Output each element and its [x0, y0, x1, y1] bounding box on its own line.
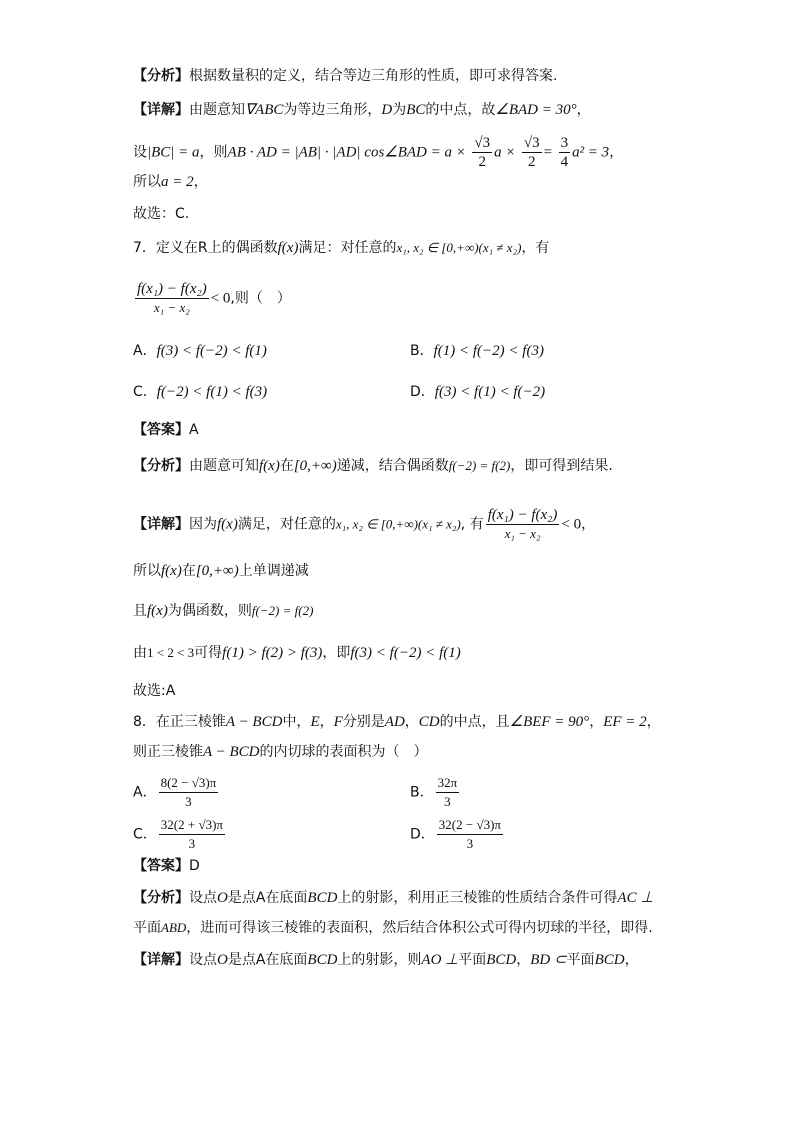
q8-option-a: A． $\frac{8(2 - √3)\pi}{3}$: [133, 775, 217, 809]
q8-option-d: D． $\frac{32(2 - √3)\pi}{3}$: [410, 817, 501, 851]
q7-detail-quotient: $\frac{\text{f(x₁) − f(x₂)}}{\text{x₁ − x₂}}$: [487, 507, 558, 541]
a-equals-2: a = 2: [161, 174, 194, 190]
detail-tag: 【详解】: [133, 102, 189, 118]
q7-stem-line1: 7．定义在R上的偶函数f(x)满足：对任意的x₁, x₂ ∈ [0,+∞)(x₁ ≠ x₂)，有: [133, 240, 550, 256]
q8-detail-line1: 【详解】设点O是点A在底面BCD上的射影，则AO ⊥平面BCD，BD ⊂平面BCD，: [133, 952, 639, 968]
analysis-tag: 【分析】: [133, 68, 189, 84]
q7-option-c: C．f(−2) < f(1) < f(3): [133, 384, 268, 400]
q8-answer: D: [189, 858, 200, 874]
q7-option-d: D．f(3) < f(1) < f(−2): [410, 384, 546, 400]
analysis-line-prev: [133, 66, 557, 86]
detail-text-f: ，: [576, 102, 591, 118]
q8-option-c: C． $\frac{32(2 + √3)\pi}{3}$: [133, 817, 223, 851]
bc-magnitude: |BC| = a: [147, 144, 200, 161]
choose-text: 故选：C.: [133, 206, 190, 222]
let-text: 设: [133, 144, 147, 161]
times-a: a ×: [494, 144, 516, 161]
so-a-line: 所以a = 2，: [133, 174, 208, 190]
q7-fx: f(x): [277, 240, 299, 256]
q8-analysis-line1: 【分析】设点O是点A在底面BCD上的射影，利用正三棱锥的性质结合条件可得AC ⊥: [133, 890, 654, 906]
a-squared-result: a² = 3: [572, 144, 610, 161]
q7-detail-line3: 且f(x)为偶函数，则f(−2) = f(2): [133, 603, 314, 619]
q8-answer-line: 【答案】D: [133, 858, 200, 874]
q7-detail-line2: 所以f(x)在[0,+∞)上单调递减: [133, 563, 309, 579]
then-text: ，则: [199, 144, 228, 161]
so-text: 所以: [133, 174, 161, 190]
q7-option-b: B．f(1) < f(−2) < f(3): [410, 343, 544, 359]
detail-text-a: 由题意知: [189, 102, 245, 118]
q8-option-b: B． $\frac{32\pi}{3}$: [410, 775, 458, 809]
q7-detail-line1: 【详解】因为f(x)满足，对任意的x₁, x₂ ∈ [0,+∞)(x₁ ≠ x₂), 有 $\frac{\text{f(x₁) − f(x₂)}}{\text{x₁ − x₂}}$ < 0，: [133, 507, 596, 541]
angle-bad: ∠BAD = 30°: [495, 102, 577, 118]
dot-product-expr: AB · AD = |AB| · |AD| cos∠BAD = a ×: [227, 144, 466, 161]
q7-difference-quotient: $\frac{\text{f(x₁) − f(x₂)}}{\text{x₁ − x₂}}$: [137, 281, 207, 315]
detail-text-c: 为: [392, 102, 407, 118]
q7-detail-line4: 由1 < 2 < 3可得f(1) > f(2) > f(3)，即f(3) < f(−2) < f(1): [133, 645, 461, 661]
choose-c-line: [133, 204, 189, 224]
q8-analysis-line2: 平面ABD，进而可得该三棱锥的表面积，然后结合体积公式可得内切球的半径，即得.: [133, 920, 653, 936]
q7-analysis-line: 【分析】由题意可知f(x)在[0,+∞)递减，结合偶函数f(−2) = f(2)，即可得到结果.: [133, 458, 613, 474]
detail-line-prev: [133, 100, 591, 120]
q8-stem-line2: 则正三棱锥A − BCD的内切球的表面积为（ ）: [133, 744, 428, 760]
three-quarters-frac: $\frac{3}{4}$: [560, 135, 569, 170]
detail-text-e: 的中点，故: [425, 102, 496, 118]
sqrt3-over-2-frac-1: $\frac{√3}{2}$: [474, 135, 491, 170]
point-d: D: [381, 102, 393, 118]
q7-answer-line: 【答案】A: [133, 422, 199, 438]
sqrt3-over-2-frac-2: $\frac{√3}{2}$: [523, 135, 540, 170]
q7-detail-line5: 故选:A: [133, 683, 176, 699]
dot-product-line: 设|BC| = a，则AB · AD = |AB| · |AD| cos∠BAD = a × $\frac{√3}{2}$ a × $\frac{√3}{2}$ = $\frac{3}{4}$ a² = 3，: [133, 135, 624, 170]
segment-bc: BC: [406, 102, 426, 118]
q8-stem-line1: 8．在正三棱锥A − BCD中，E，F分别是AD，CD的中点，且∠BEF = 90°，EF = 2，: [133, 714, 661, 730]
q7-stem-line2: $\frac{\text{f(x₁) − f(x₂)}}{\text{x₁ − x₂}}$ < 0,则（ ）: [137, 281, 291, 315]
q7-condition: x₁, x₂ ∈ [0,+∞)(x₁ ≠ x₂): [396, 240, 522, 255]
analysis-text: 根据数量积的定义，结合等边三角形的性质，即可求得答案.: [189, 68, 558, 84]
triangle-abc: ∇ABC: [245, 102, 284, 118]
detail-text-b: 为等边三角形，: [283, 102, 382, 118]
q7-answer: A: [189, 422, 199, 438]
q7-option-a: A．f(3) < f(−2) < f(1): [133, 343, 267, 359]
